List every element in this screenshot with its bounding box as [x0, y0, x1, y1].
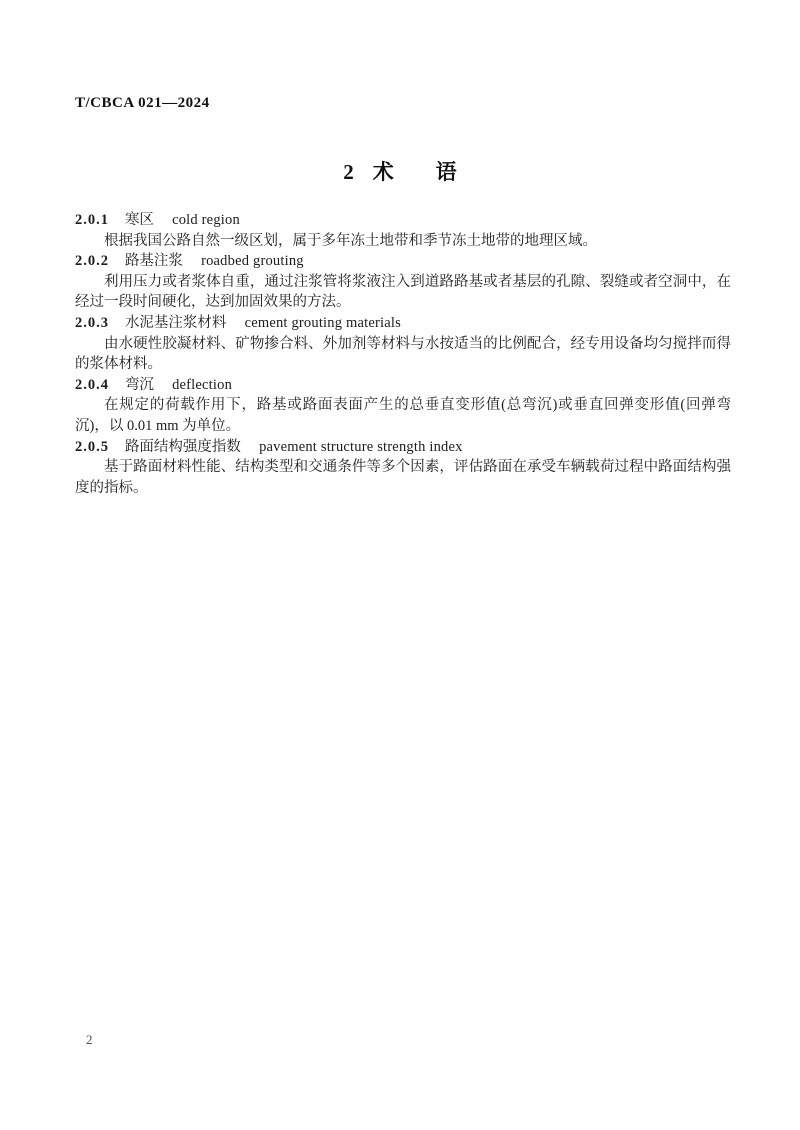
term-number: 2.0.2 [75, 253, 109, 270]
term-definition: 在规定的荷载作用下，路基或路面表面产生的总垂直变形值(总弯沉)或垂直回弹变形值(回弹弯沉)，以 0.01 mm 为单位。 [75, 397, 731, 434]
term-entry [75, 375, 731, 437]
term-chinese: 弯沉 [124, 376, 154, 393]
term-entry [75, 210, 731, 251]
term-chinese: 寒区 [124, 212, 154, 228]
term-english: cement grouting materials [244, 314, 401, 331]
term-definition: 利用压力或者浆体自重，通过注浆管将浆液注入到道路路基或者基层的孔隙、裂缝或者空洞中，在经过一段时间硬化，达到加固效果的方法。 [75, 273, 731, 311]
term-number: 2.0.4 [75, 376, 109, 393]
term-number: 2.0.5 [75, 438, 109, 455]
term-entry [75, 313, 731, 375]
term-heading [75, 437, 731, 458]
term-english: pavement structure strength index [259, 438, 463, 455]
term-entry [75, 251, 731, 313]
term-entry [75, 437, 731, 499]
term-number: 2.0.1 [75, 212, 109, 228]
term-definition: 根据我国公路自然一级区划，属于多年冻土地带和季节冻土地带的地理区域。 [104, 232, 597, 249]
term-chinese: 路面结构强度指数 [124, 438, 241, 455]
term-heading [75, 313, 731, 334]
chapter-number: 2 [343, 160, 354, 184]
term-heading [75, 375, 731, 396]
term-heading [75, 210, 731, 231]
term-definition: 由水硬性胶凝材料、矿物掺合料、外加剂等材料与水按适当的比例配合，经专用设备均匀搅拌而得的浆体材料。 [75, 335, 731, 373]
term-english: cold region [172, 212, 240, 228]
term-english: deflection [172, 376, 233, 393]
term-english: roadbed grouting [201, 253, 304, 270]
term-chinese: 路基注浆 [124, 253, 183, 270]
terms-section [75, 210, 731, 498]
term-definition: 基于路面材料性能、结构类型和交通条件等多个因素，评估路面在承受车辆载荷过程中路面结构强度的指标。 [75, 459, 731, 496]
standard-number: T/CBCA 021—2024 [75, 95, 210, 111]
chapter-title [0, 156, 800, 186]
term-heading [75, 251, 731, 272]
term-number: 2.0.3 [75, 314, 109, 331]
term-chinese: 水泥基注浆材料 [124, 314, 227, 331]
page-number: 2 [86, 1032, 93, 1047]
document-header [75, 95, 210, 112]
chapter-name: 术 语 [372, 160, 457, 184]
